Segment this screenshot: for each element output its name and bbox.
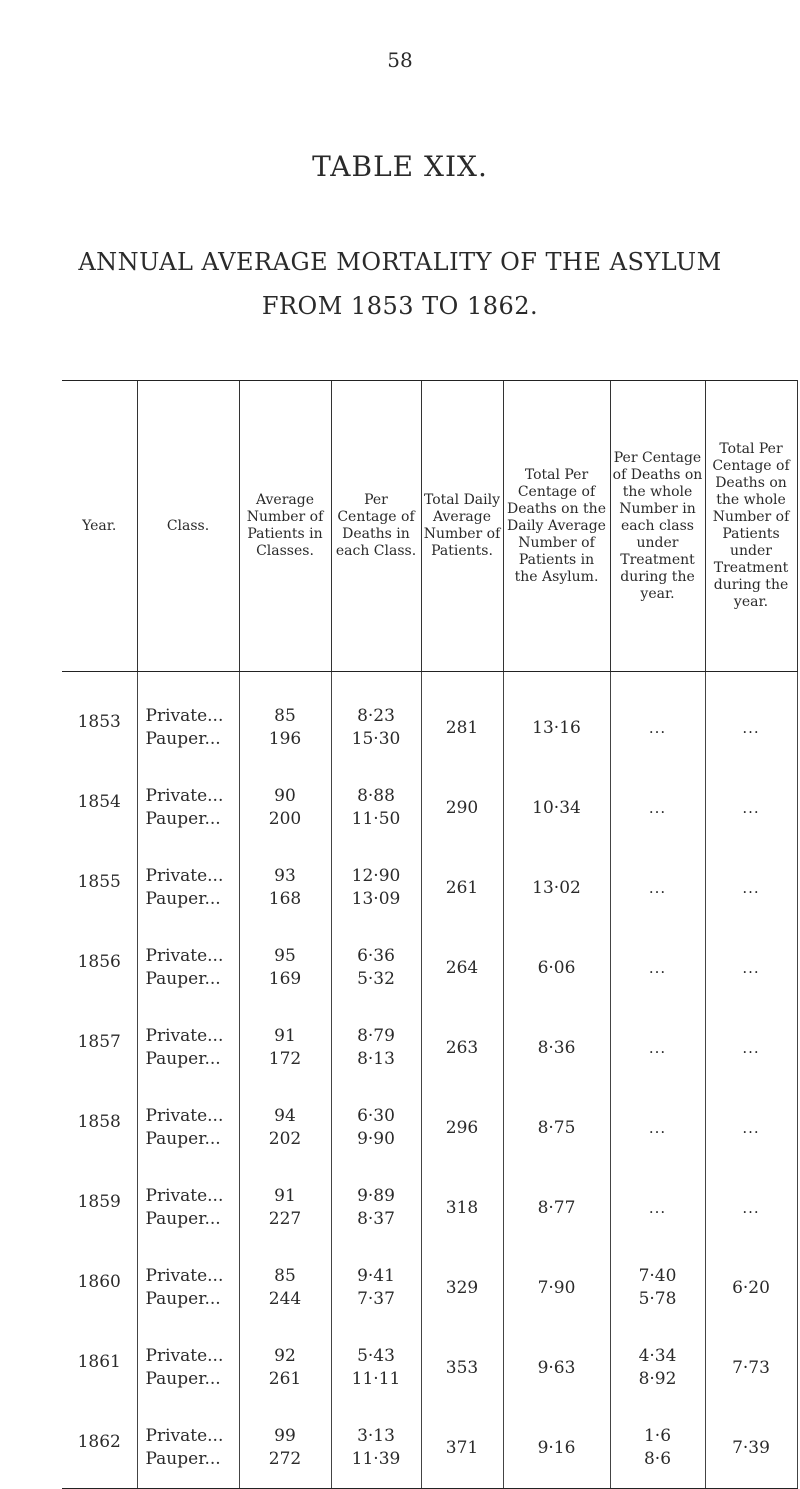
class-private-label: Private...	[145, 706, 224, 726]
total-daily-average: 290	[445, 797, 479, 818]
total-daily-average: 296	[445, 1117, 479, 1138]
year-cell	[62, 1248, 137, 1328]
total-per-centage-whole: ...	[742, 878, 760, 897]
total-daily-average: 261	[445, 877, 479, 898]
pauper-per-centage-whole: 8·6	[643, 1449, 672, 1469]
header-total-daily-average: Total Daily Average Number of Patients.	[421, 381, 503, 672]
total-per-centage-cell	[503, 1328, 610, 1408]
total-per-centage-whole-cell	[705, 1088, 797, 1168]
class-private-label: Private...	[145, 786, 224, 806]
total-per-centage-cell	[503, 848, 610, 928]
total-daily-cell	[421, 1168, 503, 1248]
header-total-per-centage-whole: Total Per Centage of Deaths on the whole Number of Patients under Treatment during the year.	[705, 381, 797, 672]
average-number-cell	[239, 1088, 331, 1168]
class-pauper-label: Pauper...	[145, 1369, 221, 1389]
private-average: 92	[274, 1346, 296, 1366]
private-per-centage: 8·79	[357, 1026, 395, 1046]
class-cell	[137, 848, 239, 928]
total-daily-average: 318	[445, 1197, 479, 1218]
pauper-per-centage: 11·50	[351, 809, 401, 829]
pauper-average: 168	[268, 889, 302, 909]
pauper-average: 261	[268, 1369, 302, 1389]
pauper-per-centage: 11·39	[351, 1449, 401, 1469]
class-private-label: Private...	[145, 1266, 224, 1286]
year-cell	[62, 848, 137, 928]
year-value: 1857	[77, 1031, 121, 1052]
per-centage-class-cell	[331, 848, 421, 928]
class-pauper-label: Pauper...	[145, 969, 221, 989]
per-centage-whole-cell	[610, 1008, 705, 1088]
private-average: 90	[274, 786, 296, 806]
pauper-average: 227	[268, 1209, 302, 1229]
pauper-per-centage: 7·37	[357, 1289, 395, 1309]
header-class: Class.	[137, 381, 239, 672]
header-per-centage-whole: Per Centage of Deaths on the whole Number in each class under Treatment during the year.	[610, 381, 705, 672]
average-number-cell	[239, 672, 331, 769]
class-cell	[137, 928, 239, 1008]
class-pauper-label: Pauper...	[145, 729, 221, 749]
year-cell	[62, 1408, 137, 1489]
total-per-centage-whole: 6·20	[732, 1277, 770, 1298]
total-daily-cell	[421, 672, 503, 769]
private-per-centage-whole: ...	[648, 1198, 667, 1217]
total-per-centage: 9·63	[537, 1357, 576, 1378]
class-cell	[137, 1328, 239, 1408]
private-average: 93	[274, 866, 296, 886]
year-value: 1862	[77, 1431, 121, 1452]
private-per-centage: 8·88	[357, 786, 395, 806]
per-centage-class-cell	[331, 928, 421, 1008]
year-cell	[62, 1168, 137, 1248]
table-row	[62, 1008, 797, 1088]
class-private-label: Private...	[145, 946, 224, 966]
total-per-centage-whole-cell	[705, 1168, 797, 1248]
per-centage-class-cell	[331, 1088, 421, 1168]
table-row	[62, 1168, 797, 1248]
private-average: 85	[274, 706, 296, 726]
year-cell	[62, 1328, 137, 1408]
pauper-average: 244	[268, 1289, 302, 1309]
year-value: 1853	[77, 711, 121, 732]
class-pauper-label: Pauper...	[145, 889, 221, 909]
year-cell	[62, 1008, 137, 1088]
pauper-per-centage: 9·90	[357, 1129, 395, 1149]
per-centage-whole-cell	[610, 672, 705, 769]
class-pauper-label: Pauper...	[145, 1129, 221, 1149]
total-per-centage-cell	[503, 1008, 610, 1088]
total-daily-cell	[421, 1328, 503, 1408]
total-per-centage: 10·34	[532, 797, 581, 818]
total-per-centage: 8·36	[537, 1037, 576, 1058]
class-cell	[137, 1408, 239, 1489]
private-per-centage-whole: 1·6	[643, 1426, 672, 1446]
class-cell	[137, 672, 239, 769]
private-per-centage-whole: ...	[648, 878, 667, 897]
total-per-centage-whole-cell	[705, 848, 797, 928]
per-centage-whole-cell	[610, 1248, 705, 1328]
class-pauper-label: Pauper...	[145, 1449, 221, 1469]
class-cell	[137, 1088, 239, 1168]
pauper-average: 196	[268, 729, 302, 749]
header-year: Year.	[62, 381, 137, 672]
total-per-centage-whole-cell	[705, 928, 797, 1008]
table-row	[62, 928, 797, 1008]
table-row	[62, 768, 797, 848]
year-value: 1858	[77, 1111, 121, 1132]
pauper-per-centage: 8·13	[357, 1049, 395, 1069]
total-per-centage-whole-cell	[705, 768, 797, 848]
class-private-label: Private...	[145, 1026, 224, 1046]
private-per-centage: 6·36	[357, 946, 395, 966]
total-per-centage-cell	[503, 928, 610, 1008]
private-per-centage: 6·30	[357, 1106, 395, 1126]
pauper-per-centage-whole: 5·78	[638, 1289, 677, 1309]
total-per-centage-whole: 7·39	[732, 1437, 770, 1458]
total-per-centage-cell	[503, 672, 610, 769]
average-number-cell	[239, 928, 331, 1008]
total-per-centage-whole-cell	[705, 1248, 797, 1328]
per-centage-class-cell	[331, 1328, 421, 1408]
header-average-number: Average Number of Patients in Classes.	[239, 381, 331, 672]
class-pauper-label: Pauper...	[145, 1289, 221, 1309]
total-per-centage-whole-cell	[705, 1328, 797, 1408]
per-centage-whole-cell	[610, 848, 705, 928]
per-centage-whole-cell	[610, 1168, 705, 1248]
pauper-average: 202	[268, 1129, 302, 1149]
year-cell	[62, 672, 137, 769]
total-daily-average: 281	[445, 717, 479, 738]
total-per-centage: 7·90	[537, 1277, 576, 1298]
average-number-cell	[239, 1168, 331, 1248]
class-cell	[137, 1008, 239, 1088]
year-cell	[62, 928, 137, 1008]
total-per-centage-cell	[503, 1248, 610, 1328]
table-date-range: FROM 1853 TO 1862.	[261, 292, 539, 320]
total-per-centage-cell	[503, 1168, 610, 1248]
per-centage-whole-cell	[610, 1088, 705, 1168]
private-per-centage-whole: 4·34	[638, 1346, 677, 1366]
table-row	[62, 1248, 797, 1328]
table-row	[62, 1408, 797, 1489]
mortality-table	[62, 380, 798, 1489]
pauper-per-centage: 11·11	[351, 1369, 401, 1389]
per-centage-class-cell	[331, 768, 421, 848]
per-centage-class-cell	[331, 1248, 421, 1328]
total-per-centage-whole: ...	[742, 798, 760, 817]
total-per-centage-whole: ...	[742, 1198, 760, 1217]
page-number: 58	[387, 48, 413, 72]
per-centage-class-cell	[331, 1008, 421, 1088]
total-daily-cell	[421, 1008, 503, 1088]
class-pauper-label: Pauper...	[145, 809, 221, 829]
private-per-centage: 9·89	[357, 1186, 395, 1206]
class-private-label: Private...	[145, 1186, 224, 1206]
total-daily-cell	[421, 1248, 503, 1328]
total-daily-average: 264	[445, 957, 479, 978]
total-per-centage-whole: ...	[742, 1118, 760, 1137]
private-per-centage: 12·90	[351, 866, 401, 886]
total-daily-average: 371	[445, 1437, 479, 1458]
average-number-cell	[239, 1008, 331, 1088]
per-centage-class-cell	[331, 1408, 421, 1489]
private-per-centage: 8·23	[357, 706, 395, 726]
total-per-centage: 13·16	[532, 717, 581, 738]
per-centage-whole-cell	[610, 768, 705, 848]
private-average: 91	[274, 1026, 296, 1046]
class-cell	[137, 768, 239, 848]
pauper-per-centage: 5·32	[357, 969, 395, 989]
header-row	[62, 381, 797, 672]
total-daily-average: 263	[445, 1037, 479, 1058]
total-daily-cell	[421, 768, 503, 848]
pauper-average: 200	[268, 809, 302, 829]
total-daily-average: 329	[445, 1277, 479, 1298]
year-value: 1859	[77, 1191, 121, 1212]
private-per-centage: 9·41	[357, 1266, 395, 1286]
class-cell	[137, 1168, 239, 1248]
table-row	[62, 848, 797, 928]
private-per-centage-whole: ...	[648, 1038, 667, 1057]
private-average: 91	[274, 1186, 296, 1206]
pauper-per-centage: 15·30	[351, 729, 401, 749]
pauper-per-centage: 8·37	[357, 1209, 395, 1229]
class-private-label: Private...	[145, 866, 224, 886]
table-row	[62, 672, 797, 769]
per-centage-whole-cell	[610, 1408, 705, 1489]
year-value: 1860	[77, 1271, 121, 1292]
class-private-label: Private...	[145, 1106, 224, 1126]
header-total-per-centage: Total Per Centage of Deaths on the Daily Average Number of Patients in the Asylum.	[503, 381, 610, 672]
private-average: 99	[274, 1426, 296, 1446]
total-per-centage-whole: ...	[742, 718, 760, 737]
average-number-cell	[239, 848, 331, 928]
average-number-cell	[239, 1248, 331, 1328]
private-per-centage-whole: ...	[648, 1118, 667, 1137]
class-pauper-label: Pauper...	[145, 1209, 221, 1229]
table-subtitle: ANNUAL AVERAGE MORTALITY OF THE ASYLUM	[78, 248, 722, 276]
per-centage-class-cell	[331, 1168, 421, 1248]
total-per-centage: 8·75	[537, 1117, 576, 1138]
private-per-centage: 5·43	[357, 1346, 395, 1366]
private-average: 85	[274, 1266, 296, 1286]
private-per-centage-whole: 7·40	[638, 1266, 677, 1286]
per-centage-whole-cell	[610, 1328, 705, 1408]
private-per-centage: 3·13	[357, 1426, 395, 1446]
total-per-centage: 8·77	[537, 1197, 576, 1218]
total-daily-cell	[421, 928, 503, 1008]
total-per-centage: 6·06	[537, 957, 576, 978]
total-daily-cell	[421, 1088, 503, 1168]
class-private-label: Private...	[145, 1426, 224, 1446]
year-value: 1861	[77, 1351, 121, 1372]
pauper-average: 272	[268, 1449, 302, 1469]
average-number-cell	[239, 1408, 331, 1489]
year-cell	[62, 1088, 137, 1168]
year-value: 1856	[77, 951, 121, 972]
private-average: 95	[274, 946, 296, 966]
year-cell	[62, 768, 137, 848]
total-per-centage-whole: ...	[742, 958, 760, 977]
total-per-centage-whole-cell	[705, 1008, 797, 1088]
total-daily-cell	[421, 848, 503, 928]
table-row	[62, 1088, 797, 1168]
pauper-average: 172	[268, 1049, 302, 1069]
total-per-centage: 9·16	[537, 1437, 576, 1458]
total-per-centage-whole-cell	[705, 1408, 797, 1489]
pauper-average: 169	[268, 969, 302, 989]
pauper-per-centage: 13·09	[351, 889, 401, 909]
private-per-centage-whole: ...	[648, 718, 667, 737]
table-title: TABLE XIX.	[312, 150, 488, 183]
private-per-centage-whole: ...	[648, 798, 667, 817]
total-per-centage-whole-cell	[705, 672, 797, 769]
average-number-cell	[239, 768, 331, 848]
year-value: 1855	[77, 871, 121, 892]
private-average: 94	[274, 1106, 296, 1126]
private-per-centage-whole: ...	[648, 958, 667, 977]
per-centage-whole-cell	[610, 928, 705, 1008]
class-cell	[137, 1248, 239, 1328]
total-per-centage-cell	[503, 1088, 610, 1168]
total-per-centage-cell	[503, 768, 610, 848]
table-row	[62, 1328, 797, 1408]
total-per-centage: 13·02	[532, 877, 581, 898]
class-pauper-label: Pauper...	[145, 1049, 221, 1069]
header-per-centage-class: Per Centage of Deaths in each Class.	[331, 381, 421, 672]
average-number-cell	[239, 1328, 331, 1408]
class-private-label: Private...	[145, 1346, 224, 1366]
total-daily-average: 353	[445, 1357, 479, 1378]
total-daily-cell	[421, 1408, 503, 1489]
per-centage-class-cell	[331, 672, 421, 769]
total-per-centage-whole: 7·73	[732, 1357, 770, 1378]
total-per-centage-cell	[503, 1408, 610, 1489]
total-per-centage-whole: ...	[742, 1038, 760, 1057]
pauper-per-centage-whole: 8·92	[638, 1369, 677, 1389]
year-value: 1854	[77, 791, 121, 812]
